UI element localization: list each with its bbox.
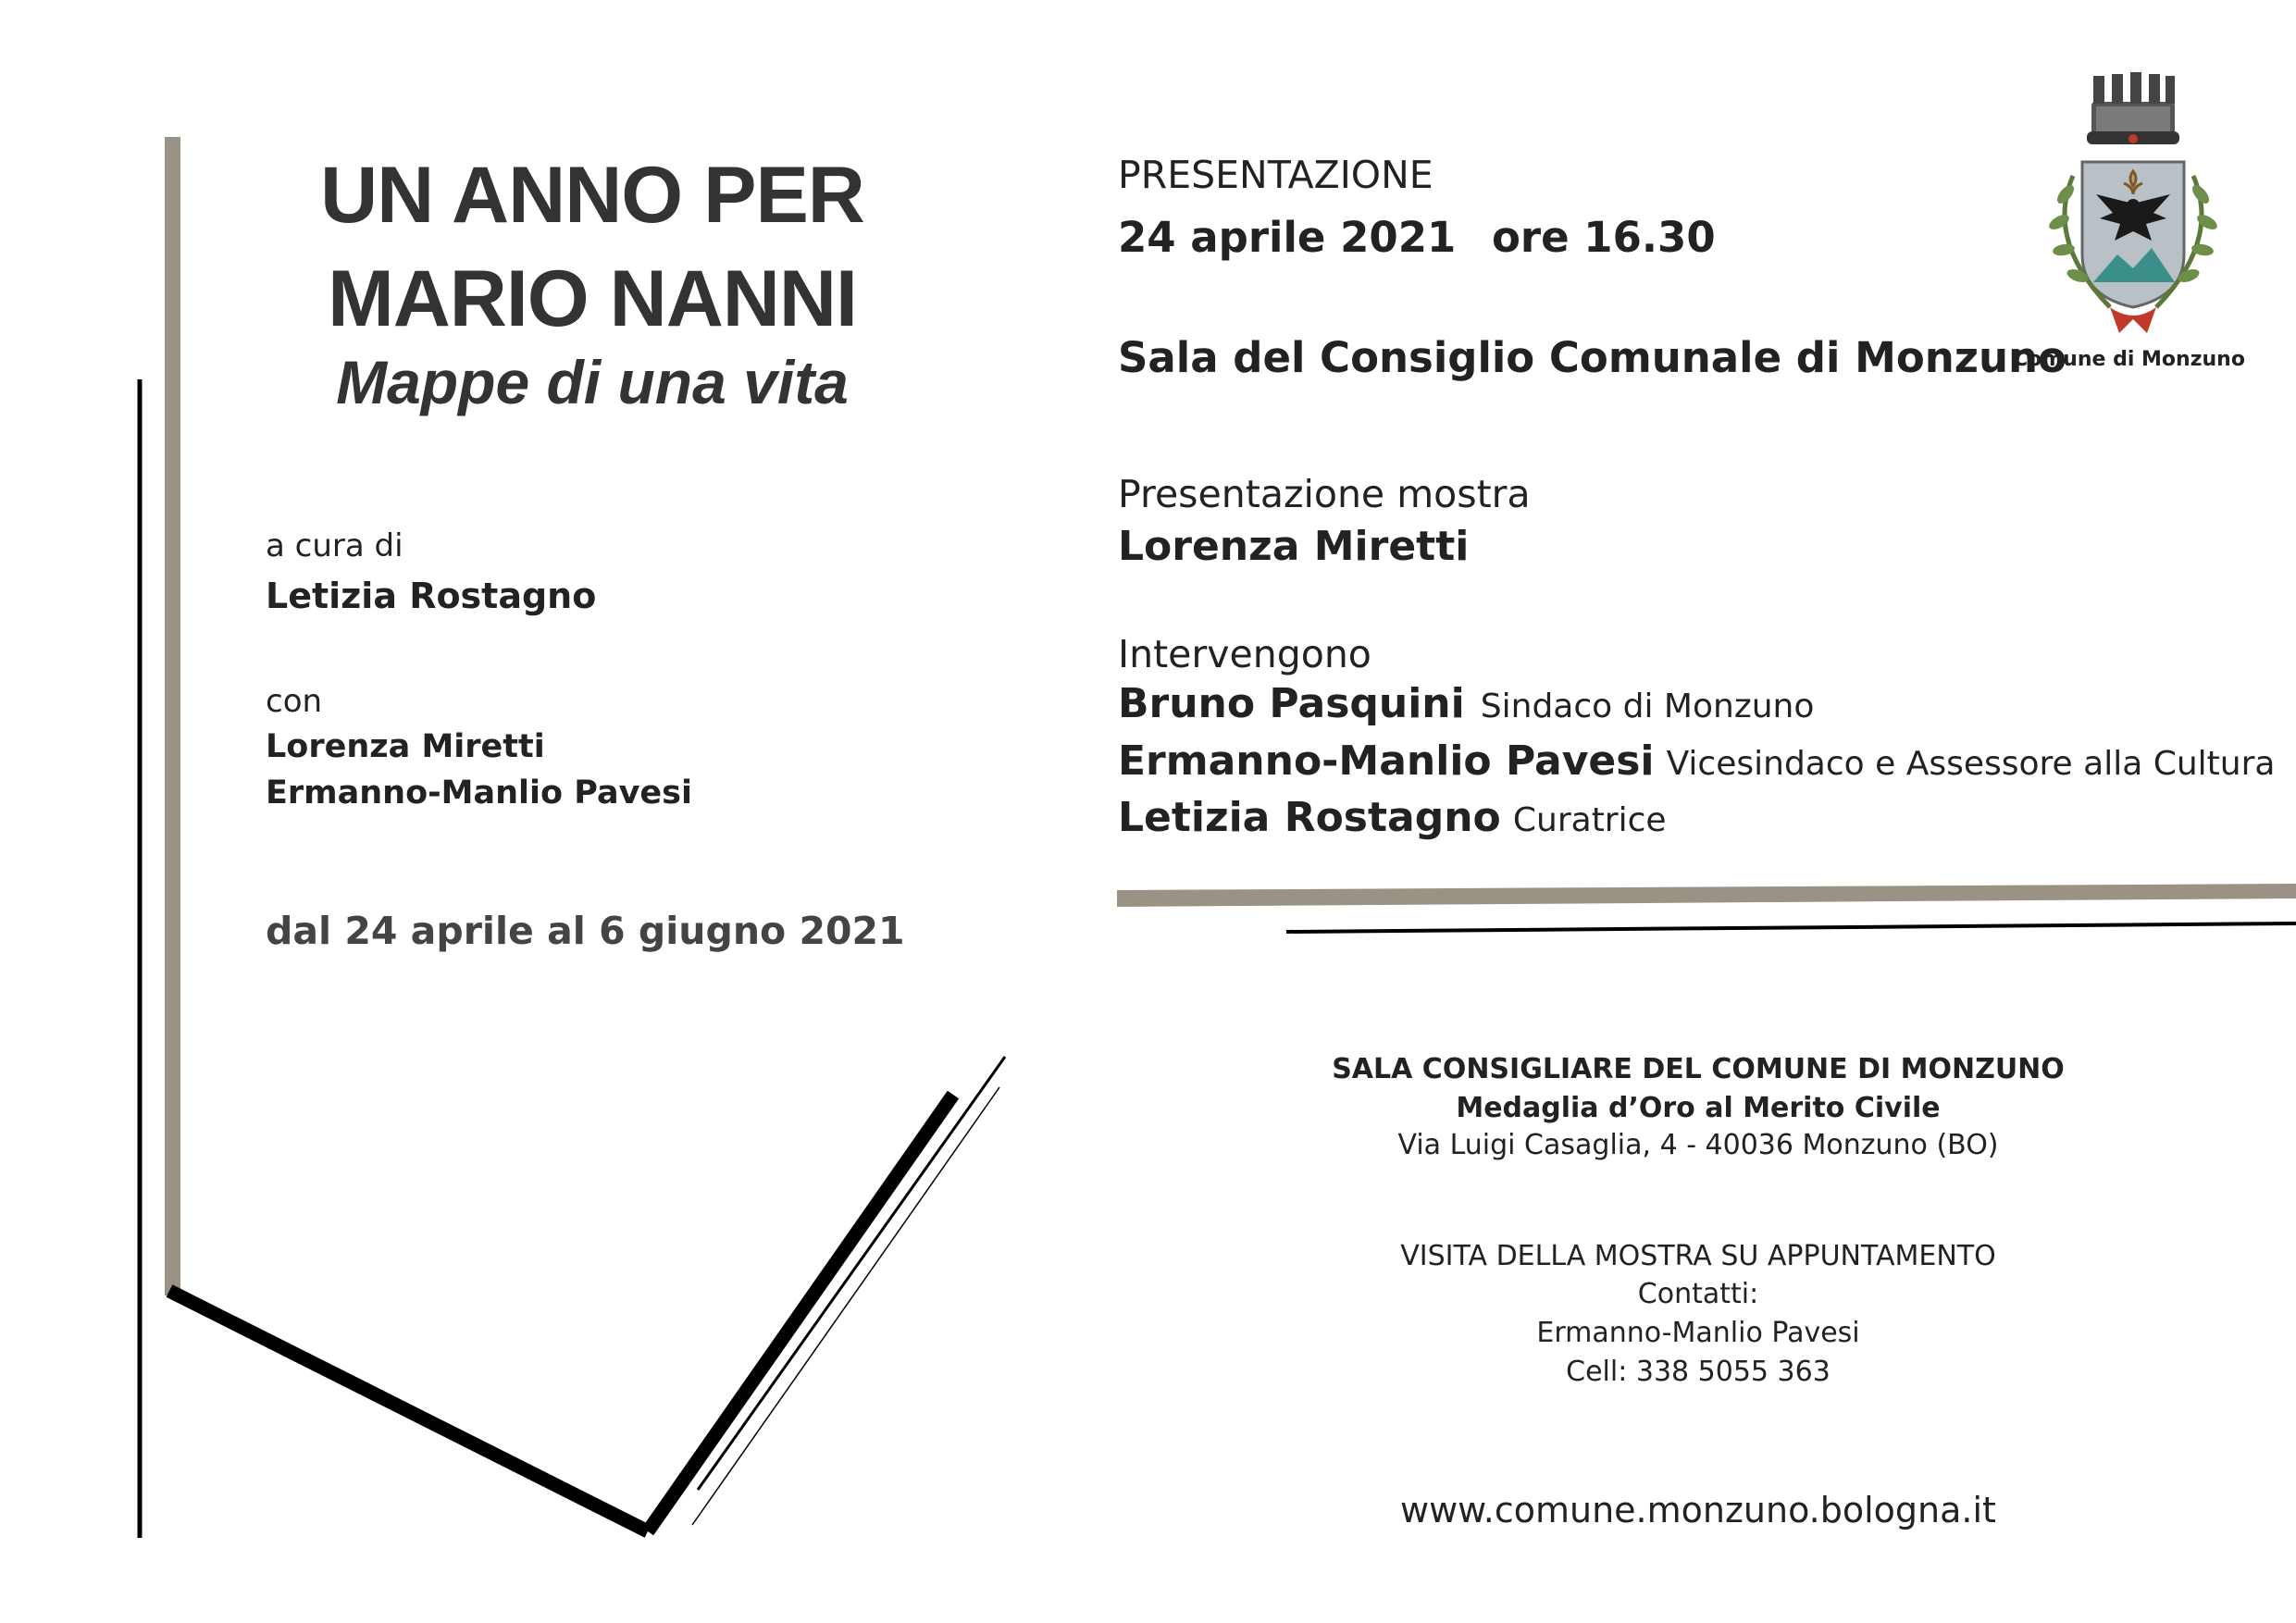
- contacts-label: Contatti:: [1637, 1278, 1759, 1310]
- thick-diagonal-down: [169, 1291, 648, 1531]
- taupe-vertical-bar: [165, 137, 180, 1295]
- speaker-role: Sindaco di Monzuno: [1480, 688, 1815, 725]
- speaker-name: Ermanno-Manlio Pavesi: [1118, 737, 1655, 785]
- venue-line-2: Medaglia d’Oro al Merito Civile: [1456, 1092, 1941, 1124]
- black-horizontal-line: [1286, 923, 2296, 932]
- title-line-2: MARIO NANNI: [328, 254, 857, 343]
- speaker-name: Letizia Rostagno: [1118, 794, 1501, 841]
- collaborator-1: Lorenza Miretti: [266, 728, 545, 765]
- presentation-label: PRESENTAZIONE: [1118, 153, 1433, 197]
- presentation-time: ore 16.30: [1492, 213, 1716, 262]
- speaker-role: Curatrice: [1512, 801, 1667, 839]
- curator-name: Letizia Rostagno: [266, 576, 597, 616]
- thin-diagonal-1: [698, 1057, 1005, 1490]
- exhibit-presentation-label: Presentazione mostra: [1118, 472, 1531, 516]
- with-label: con: [266, 683, 323, 720]
- venue-line-1: SALA CONSIGLIARE DEL COMUNE DI MONZUNO: [1332, 1053, 2065, 1085]
- speaker-name: Bruno Pasquini: [1118, 680, 1465, 727]
- speaker-row: [1118, 737, 2275, 785]
- venue-name: Sala del Consiglio Comunale di Monzuno: [1118, 333, 2066, 382]
- exhibit-presenter: Lorenza Miretti: [1118, 523, 1470, 570]
- visit-notice: VISITA DELLA MOSTRA SU APPUNTAMENTO: [1400, 1240, 1996, 1272]
- speaker-role: Vicesindaco e Assessore alla Cultura: [1666, 745, 2276, 783]
- collaborator-2: Ermanno-Manlio Pavesi: [266, 774, 692, 812]
- contact-phone: Cell: 338 5055 363: [1566, 1356, 1831, 1388]
- speakers-label: Intervengono: [1118, 632, 1371, 676]
- speaker-row: [1118, 794, 1667, 841]
- exhibition-dates: dal 24 aprile al 6 giugno 2021: [266, 909, 905, 953]
- contact-name: Ermanno-Manlio Pavesi: [1536, 1317, 1860, 1349]
- logo-caption: Comune di Monzuno: [2013, 348, 2245, 371]
- thick-diagonal-up: [648, 1095, 953, 1531]
- subtitle: Mappe di una vita: [336, 348, 849, 416]
- website-link[interactable]: www.comune.monzuno.bologna.it: [1400, 1490, 1996, 1530]
- thin-diagonal-2: [692, 1087, 999, 1525]
- curated-by-label: a cura di: [266, 527, 403, 564]
- coat-of-arms-icon: [2008, 65, 2258, 342]
- venue-address: Via Luigi Casaglia, 4 - 40036 Monzuno (BO): [1397, 1129, 1999, 1161]
- title-line-1: UN ANNO PER: [320, 151, 864, 240]
- taupe-horizontal-bar: [1117, 884, 2296, 907]
- presentation-date: 24 aprile 2021: [1118, 213, 1457, 262]
- speaker-row: [1118, 680, 1814, 727]
